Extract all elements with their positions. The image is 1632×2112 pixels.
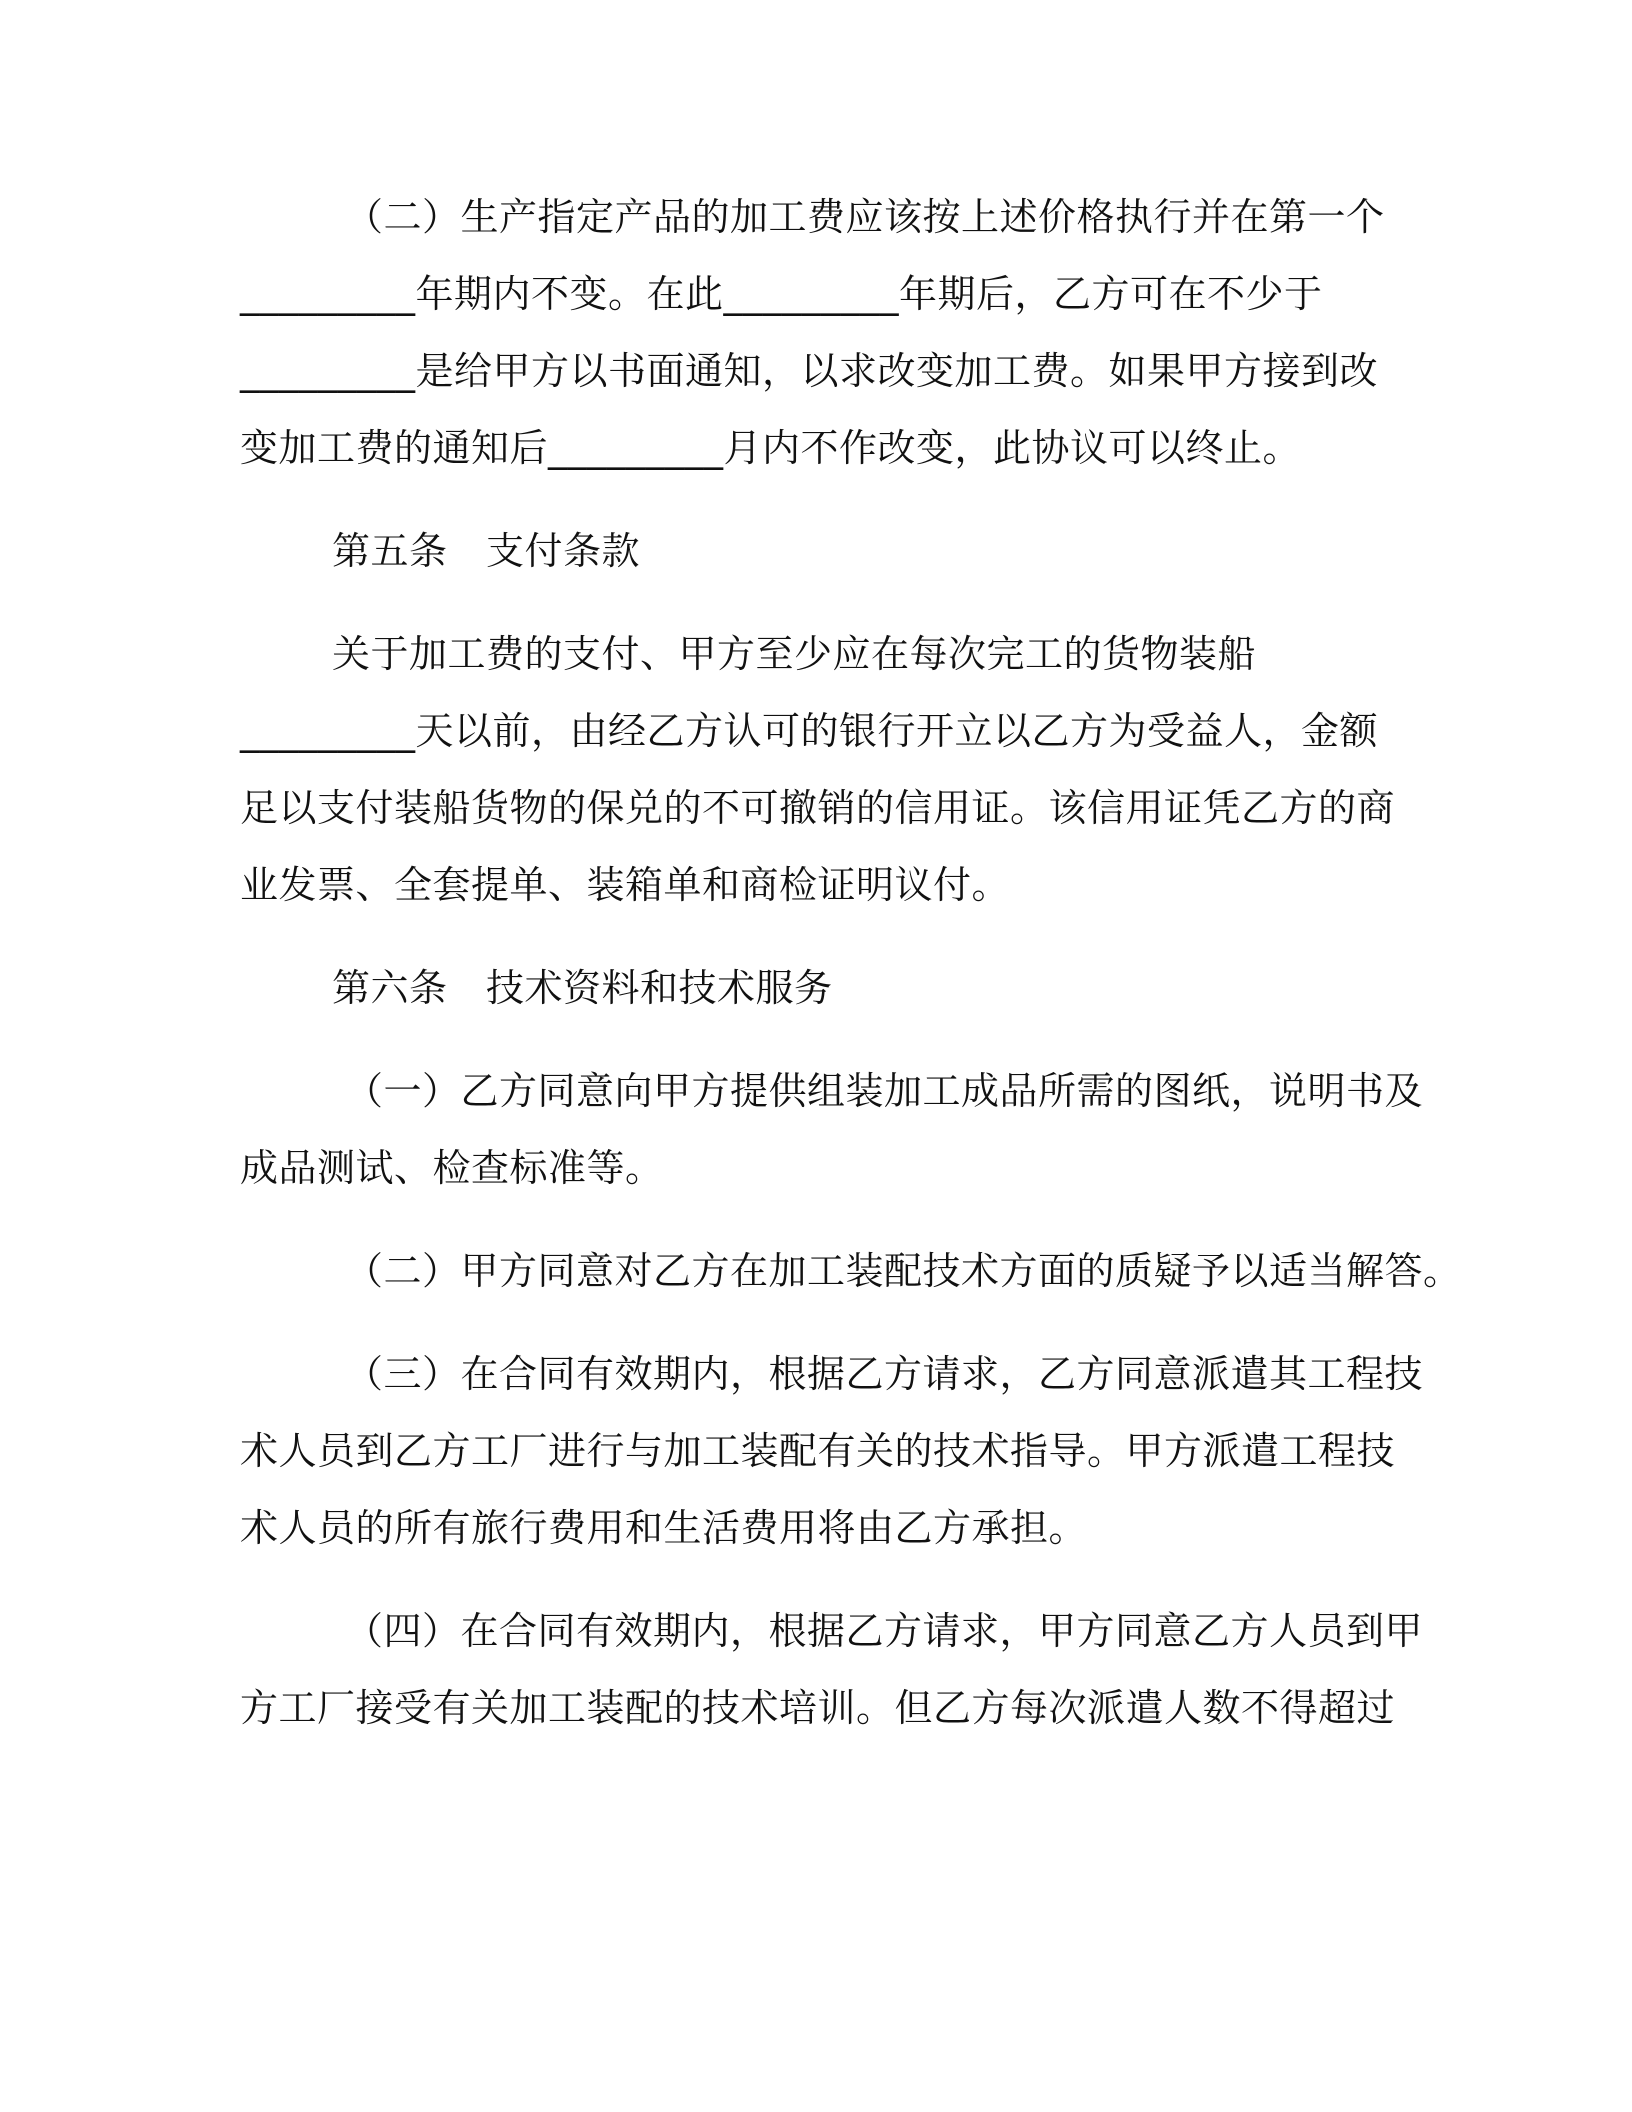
article-6-item-3-line-2: 术人员到乙方工厂进行与加工装配有关的技术指导。甲方派遣工程技 (240, 1429, 1396, 1473)
article-6-heading: 第六条 技术资料和技术服务 (332, 966, 833, 1010)
article-5-line-2: _________天以前，由经乙方认可的银行开立以乙方为受益人，金额 (240, 709, 1379, 753)
paragraph-2-line-4: 变加工费的通知后_________月内不作改变，此协议可以终止。 (240, 426, 1302, 470)
paragraph-2-line-1: （二）生产指定产品的加工费应该按上述价格执行并在第一个 (345, 195, 1385, 239)
paragraph-2-line-3: _________是给甲方以书面通知，以求改变加工费。如果甲方接到改 (240, 349, 1379, 393)
article-5-heading: 第五条 支付条款 (332, 529, 641, 573)
paragraph-2-line-2: _________年期内不变。在此_________年期后，乙方可在不少于 (240, 272, 1323, 316)
article-6-item-4-line-2: 方工厂接受有关加工装配的技术培训。但乙方每次派遣人数不得超过 (240, 1686, 1396, 1730)
article-6-item-4-line-1: （四）在合同有效期内，根据乙方请求，甲方同意乙方人员到甲 (345, 1609, 1424, 1653)
article-6-item-2: （二）甲方同意对乙方在加工装配技术方面的质疑予以适当解答。 (345, 1249, 1462, 1293)
article-6-item-1-line-2: 成品测试、检查标准等。 (240, 1146, 664, 1190)
article-5-line-3: 足以支付装船货物的保兑的不可撤销的信用证。该信用证凭乙方的商 (240, 786, 1396, 830)
article-5-line-4: 业发票、全套提单、装箱单和商检证明议付。 (240, 863, 1011, 907)
article-6-item-3-line-3: 术人员的所有旅行费用和生活费用将由乙方承担。 (240, 1506, 1088, 1550)
article-6-item-3-line-1: （三）在合同有效期内，根据乙方请求，乙方同意派遣其工程技 (345, 1352, 1424, 1396)
article-6-item-1-line-1: （一）乙方同意向甲方提供组装加工成品所需的图纸，说明书及 (345, 1069, 1424, 1113)
article-5-line-1: 关于加工费的支付、甲方至少应在每次完工的货物装船 (332, 632, 1257, 676)
